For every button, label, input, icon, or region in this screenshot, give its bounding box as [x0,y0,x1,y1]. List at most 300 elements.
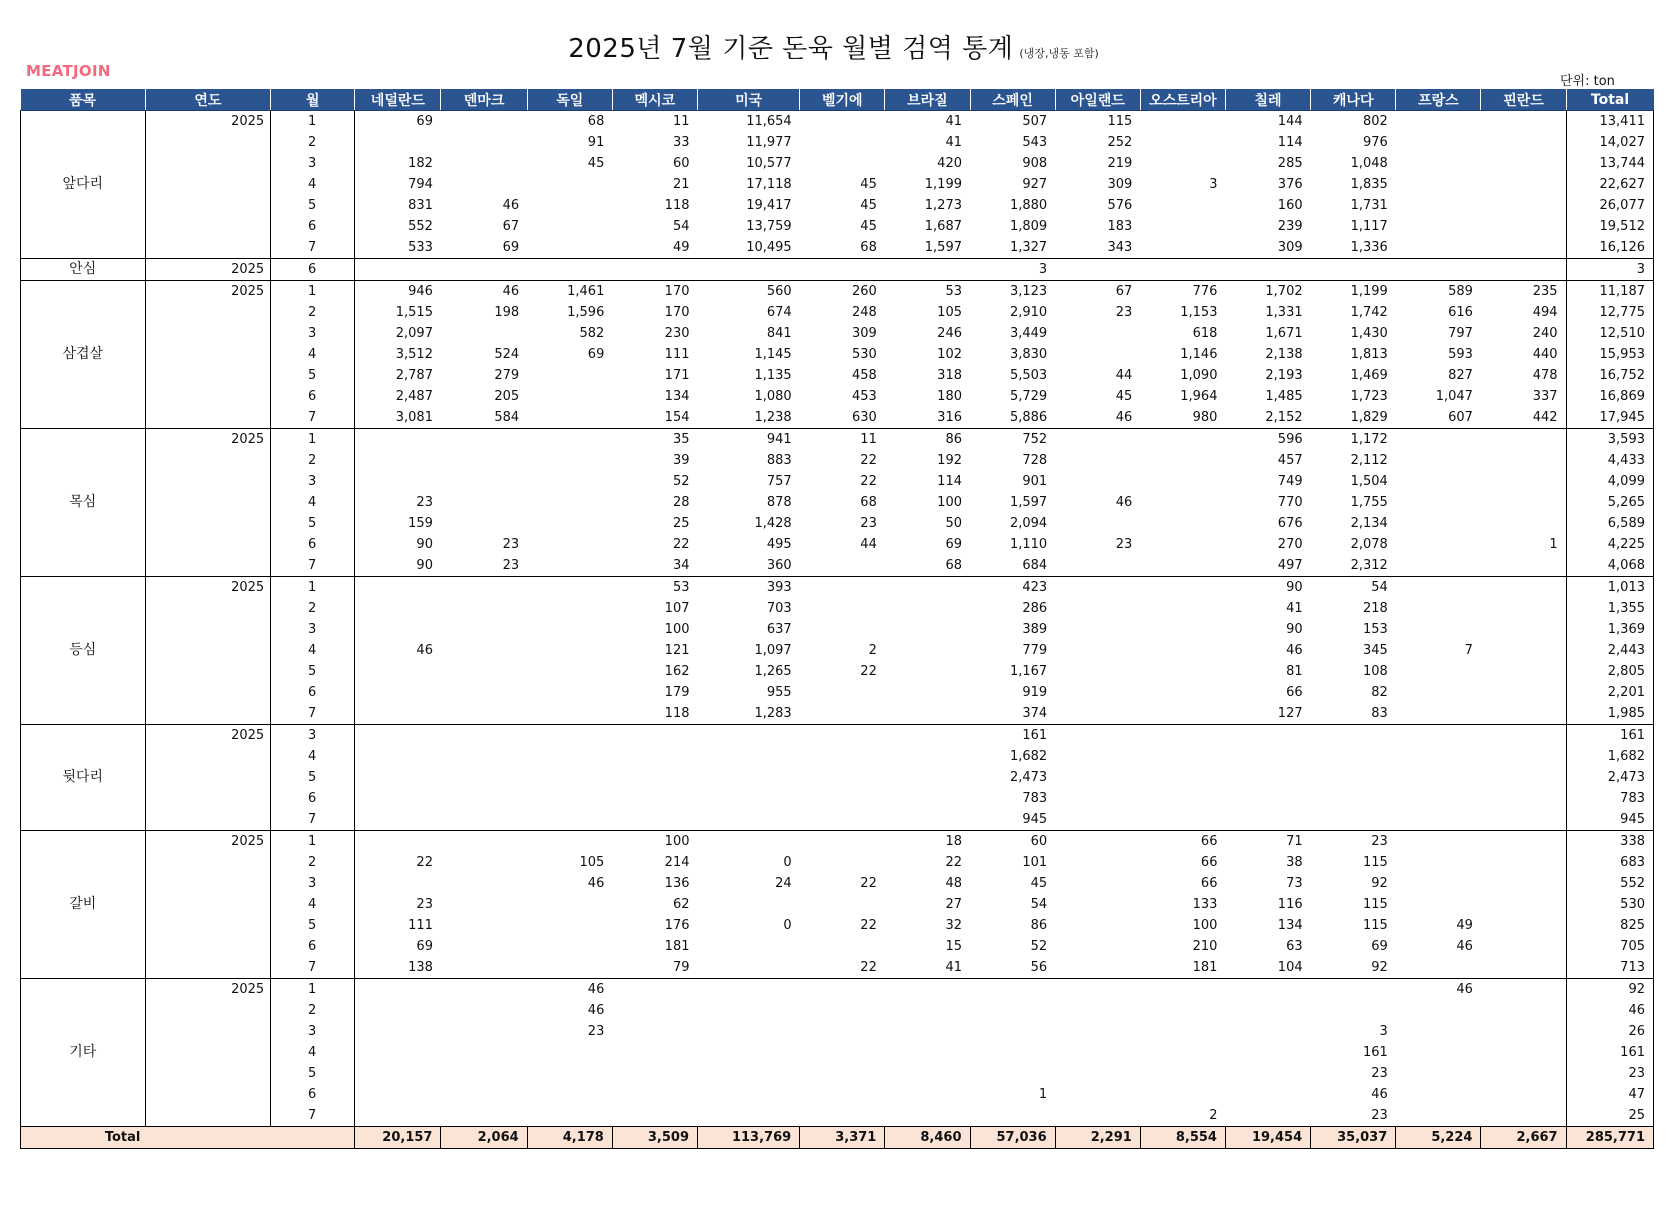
value-cell: 770 [1277,495,1303,510]
year-cell [145,682,271,703]
year-cell [145,534,271,555]
row-total-cell: 11,187 [1566,281,1653,303]
year-cell: 2025 [231,284,265,299]
value-cell [441,492,527,513]
value-cell: 1,273 [924,198,962,213]
value-cell [1481,471,1566,492]
value-cell [1055,598,1140,619]
year-cell [145,640,271,661]
value-cell [800,577,885,599]
column-header: 스페인 [970,89,1055,111]
column-header: 벨기에 [800,89,885,111]
value-cell [800,703,885,725]
value-cell: 15 [945,939,962,954]
value-cell: 616 [1448,305,1473,320]
value-cell [1140,450,1225,471]
row-total-cell: 338 [1566,831,1653,853]
category-cell: 갈비 [21,831,146,979]
total-value-cell: 19,454 [1225,1127,1310,1149]
value-cell: 171 [664,368,690,383]
value-cell [1481,682,1566,703]
value-cell: 23 [416,495,433,510]
row-total-cell: 530 [1566,894,1653,915]
value-cell [355,1063,441,1084]
row-total-cell: 16,752 [1566,365,1653,386]
value-cell [800,1042,885,1063]
value-cell: 69 [416,114,433,129]
table-row [21,534,1654,555]
value-cell [441,1000,527,1021]
value-cell: 478 [1532,368,1558,383]
value-cell [441,1063,527,1084]
value-cell: 2,473 [1009,770,1048,785]
value-cell: 2,193 [1265,368,1303,383]
value-cell [970,979,1055,1001]
value-cell: 176 [664,918,690,933]
column-header: 연도 [145,89,271,111]
table-row [21,957,1654,979]
value-cell [1055,323,1140,344]
value-cell [527,619,612,640]
value-cell [355,746,441,767]
column-header: Total [1566,89,1653,111]
value-cell [885,598,970,619]
value-cell: 90 [416,537,433,552]
value-cell: 11,977 [746,135,792,150]
value-cell [441,957,527,979]
value-cell [355,788,441,809]
month-cell: 5 [271,915,355,936]
year-cell [145,216,271,237]
value-cell [1225,1063,1310,1084]
value-cell [1481,661,1566,682]
value-cell: 376 [1277,177,1303,192]
value-cell: 111 [408,918,433,933]
value-cell: 1,461 [567,284,605,299]
month-cell: 3 [271,153,355,174]
value-cell [355,1084,441,1105]
value-cell [885,746,970,767]
month-cell: 2 [271,450,355,471]
month-cell: 6 [271,386,355,407]
value-cell [1140,703,1225,725]
value-cell: 83 [1311,703,1396,725]
month-cell: 6 [271,936,355,957]
value-cell [1481,111,1566,133]
value-cell: 374 [970,703,1055,725]
value-cell: 91 [587,135,605,150]
value-cell [1225,1105,1310,1127]
value-cell [1481,894,1566,915]
value-cell [355,809,441,831]
value-cell: 100 [664,622,690,637]
month-cell: 3 [271,619,355,640]
value-cell: 23 [416,897,433,912]
value-cell [441,323,527,344]
value-cell [1396,598,1481,619]
value-cell [527,809,612,831]
column-header: 미국 [698,89,800,111]
table-row [21,407,1654,429]
value-cell: 22 [860,474,877,489]
value-cell [1481,809,1566,831]
value-cell [1481,936,1566,957]
value-cell: 1,199 [1350,284,1388,299]
value-cell: 1,755 [1350,495,1388,510]
year-cell [145,767,271,788]
year-cell [145,1105,271,1127]
value-cell: 66 [1286,685,1303,700]
month-cell: 2 [271,302,355,323]
value-cell: 309 [1107,177,1133,192]
table-row [21,513,1654,534]
value-cell [612,809,697,831]
value-cell [527,216,612,237]
value-cell [885,661,970,682]
year-cell [145,344,271,365]
value-cell [612,1042,697,1063]
value-cell [885,767,970,788]
month-cell: 6 [271,682,355,703]
value-cell: 1,880 [1009,198,1048,213]
value-cell [527,174,612,195]
value-cell: 45 [860,198,877,213]
value-cell [1311,788,1396,809]
total-value-cell: 57,036 [970,1127,1055,1149]
value-cell [1225,788,1310,809]
value-cell [1055,555,1140,577]
value-cell: 45 [860,177,877,192]
value-cell [800,1063,885,1084]
value-cell: 1,723 [1350,389,1388,404]
value-cell [527,577,612,599]
value-cell [1140,640,1225,661]
value-cell [800,725,885,747]
total-value-cell: 2,291 [1055,1127,1140,1149]
month-cell: 1 [271,831,355,853]
table-row [21,471,1654,492]
value-cell: 52 [672,474,690,489]
value-cell [1225,1000,1310,1021]
row-total-cell: 161 [1566,725,1653,747]
year-cell [145,1042,271,1063]
value-cell: 582 [579,326,605,341]
table-row [21,767,1654,788]
value-cell: 160 [1277,198,1303,213]
value-cell [1140,555,1225,577]
value-cell: 1,809 [1009,219,1048,234]
value-cell [1140,788,1225,809]
value-cell [1055,513,1140,534]
value-cell [1055,1105,1140,1127]
value-cell [885,1084,970,1105]
value-cell: 53 [672,580,690,595]
table-body [21,111,1654,1149]
value-cell: 92 [1371,876,1388,891]
total-row [21,1127,1654,1149]
value-cell: 3 [1209,177,1218,192]
value-cell: 46 [1371,1087,1388,1102]
row-total-cell: 945 [1566,809,1653,831]
value-cell: 908 [1022,156,1048,171]
row-total-cell: 13,411 [1566,111,1653,133]
value-cell [612,1021,697,1042]
value-cell [1140,577,1225,599]
row-total-cell: 6,589 [1566,513,1653,534]
value-cell [1396,703,1481,725]
value-cell: 453 [852,389,877,404]
value-cell [1396,259,1481,281]
value-cell [1055,831,1140,853]
value-cell: 11 [860,432,877,447]
value-cell [1140,725,1225,747]
row-total-cell: 2,805 [1566,661,1653,682]
value-cell: 46 [587,876,605,891]
value-cell [1055,577,1140,599]
value-cell: 240 [1532,326,1558,341]
table-row [21,111,1654,133]
table-row [21,216,1654,237]
value-cell [527,788,612,809]
value-cell: 783 [1022,791,1048,806]
value-cell [1055,661,1140,682]
value-cell [1481,216,1566,237]
category-cell: 안심 [21,259,146,281]
value-cell: 100 [1192,918,1218,933]
value-cell [1140,237,1225,259]
value-cell [1396,1105,1481,1127]
month-cell: 4 [271,492,355,513]
value-cell [1396,492,1481,513]
value-cell: 1,596 [567,305,605,320]
title-main: 2025년 7월 기준 돈육 월별 검역 통계 [568,34,1014,64]
value-cell: 22 [672,537,690,552]
value-cell: 127 [1225,703,1310,725]
value-cell: 776 [1192,284,1218,299]
value-cell [698,936,800,957]
value-cell: 1,283 [698,703,800,725]
value-cell: 46 [502,284,520,299]
value-cell: 17,118 [746,177,792,192]
total-value-cell: 5,224 [1396,1127,1481,1149]
value-cell: 1,731 [1350,198,1388,213]
value-cell [800,894,885,915]
value-cell [885,640,970,661]
table-row [21,323,1654,344]
row-total-cell: 16,869 [1566,386,1653,407]
year-cell [145,619,271,640]
year-cell: 2025 [231,728,265,743]
value-cell [698,831,800,853]
year-cell [145,365,271,386]
value-cell [1225,767,1310,788]
value-cell [441,1105,527,1127]
value-cell: 1,172 [1350,432,1388,447]
stats-table [20,89,1654,1149]
value-cell [612,979,697,1001]
value-cell: 2 [868,643,877,658]
value-cell: 159 [408,516,433,531]
value-cell: 941 [766,432,792,447]
value-cell: 134 [1277,918,1303,933]
value-cell [1396,767,1481,788]
value-cell [1481,153,1566,174]
value-cell: 218 [1362,601,1388,616]
value-cell [885,979,970,1001]
value-cell: 1,742 [1350,305,1388,320]
value-cell [1055,703,1140,725]
value-cell: 23 [860,516,877,531]
value-cell [1140,682,1225,703]
value-cell [355,1042,441,1063]
value-cell: 180 [937,389,962,404]
value-cell: 67 [1115,284,1133,299]
value-cell [355,831,441,853]
value-cell: 684 [970,555,1055,577]
value-cell [1140,259,1225,281]
value-cell [355,682,441,703]
value-cell [1481,831,1566,853]
value-cell [1481,577,1566,599]
value-cell: 749 [1277,474,1303,489]
row-total-cell: 4,433 [1566,450,1653,471]
year-cell [145,788,271,809]
value-cell: 54 [672,219,690,234]
value-cell [527,471,612,492]
year-cell [145,915,271,936]
value-cell [800,852,885,873]
value-cell [527,598,612,619]
value-cell [441,682,527,703]
value-cell: 23 [1311,1105,1396,1127]
value-cell: 316 [885,407,970,429]
value-cell [970,1105,1055,1127]
value-cell: 23 [1115,305,1133,320]
value-cell: 596 [1277,432,1303,447]
value-cell [885,788,970,809]
table-row [21,555,1654,577]
value-cell [970,1000,1055,1021]
table-row [21,1000,1654,1021]
value-cell: 593 [1448,347,1473,362]
value-cell [800,111,885,133]
value-cell [355,767,441,788]
table-row [21,429,1654,451]
month-cell: 6 [271,1084,355,1105]
value-cell [527,1042,612,1063]
value-cell [1396,174,1481,195]
value-cell [800,619,885,640]
value-cell: 41 [945,135,962,150]
value-cell [1396,471,1481,492]
value-cell [1396,788,1481,809]
table-row [21,386,1654,407]
row-total-cell: 161 [1566,1042,1653,1063]
value-cell [527,894,612,915]
value-cell [1055,957,1140,979]
value-cell: 1,327 [970,237,1055,259]
value-cell: 136 [664,876,690,891]
value-cell [1055,640,1140,661]
row-total-cell: 783 [1566,788,1653,809]
value-cell: 32 [945,918,962,933]
value-cell: 497 [1225,555,1310,577]
value-cell [1481,259,1566,281]
row-total-cell: 16,126 [1566,237,1653,259]
value-cell [1481,174,1566,195]
value-cell [1055,450,1140,471]
value-cell [1396,577,1481,599]
value-cell: 100 [937,495,962,510]
value-cell: 530 [852,347,877,362]
row-total-cell: 1,682 [1566,746,1653,767]
value-cell [970,1042,1055,1063]
value-cell [527,1063,612,1084]
value-cell: 116 [1277,897,1303,912]
value-cell [800,259,885,281]
year-cell [145,703,271,725]
month-cell: 4 [271,1042,355,1063]
value-cell [1396,450,1481,471]
value-cell [885,1021,970,1042]
month-cell: 1 [271,577,355,599]
value-cell [1140,195,1225,216]
value-cell: 1,515 [395,305,433,320]
value-cell [1140,216,1225,237]
value-cell: 82 [1371,685,1388,700]
value-cell [1481,746,1566,767]
brand-logo: MEATJOIN [26,62,111,80]
year-cell: 2025 [231,432,265,447]
value-cell [527,1105,612,1127]
year-cell: 2025 [231,834,265,849]
value-cell: 46 [1286,643,1303,658]
year-cell [145,153,271,174]
value-cell [441,429,527,451]
value-cell: 23 [441,555,527,577]
value-cell [1055,915,1140,936]
value-cell: 153 [1362,622,1388,637]
value-cell [1140,809,1225,831]
value-cell [527,259,612,281]
value-cell [1396,873,1481,894]
value-cell [1396,725,1481,747]
value-cell [1396,1063,1481,1084]
row-total-cell: 23 [1566,1063,1653,1084]
value-cell [698,809,800,831]
value-cell [1055,344,1140,365]
value-cell [355,450,441,471]
value-cell [800,746,885,767]
month-cell: 1 [271,281,355,303]
value-cell [1140,767,1225,788]
value-cell [885,577,970,599]
value-cell [355,598,441,619]
value-cell: 22 [800,957,885,979]
column-header: 오스트리아 [1140,89,1225,111]
value-cell [441,852,527,873]
value-cell [441,577,527,599]
value-cell: 827 [1448,368,1473,383]
value-cell [441,915,527,936]
value-cell [1055,1042,1140,1063]
year-cell [145,894,271,915]
value-cell: 270 [1277,537,1303,552]
value-cell [527,746,612,767]
value-cell: 22 [860,876,877,891]
value-cell: 2,078 [1350,537,1388,552]
value-cell: 198 [494,305,520,320]
